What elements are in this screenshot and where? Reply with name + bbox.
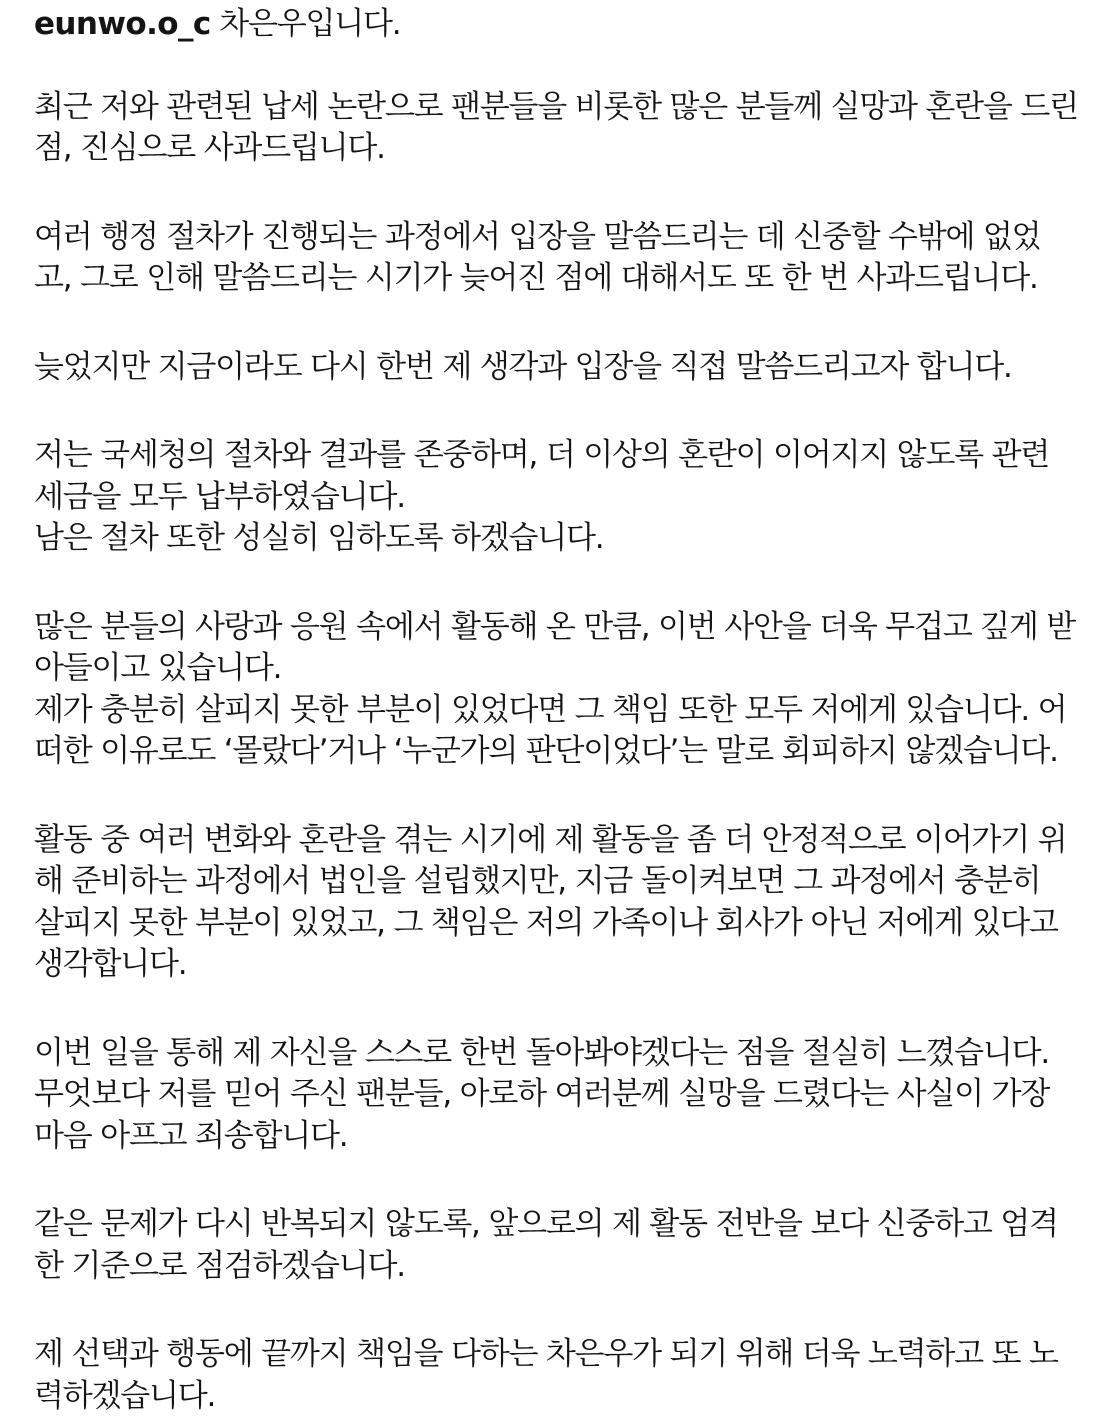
caption-paragraph (34, 1033, 1094, 1158)
caption-line: 이번 일을 통해 제 자신을 스스로 한번 돌아봐야겠다는 점을 절실히 느꼈습니다. (34, 1033, 1094, 1075)
post-caption (34, 4, 1094, 1417)
caption-header (34, 4, 1094, 46)
caption-paragraph (34, 820, 1094, 986)
caption-paragraph (34, 1334, 1094, 1417)
caption-line: 점, 진심으로 사과드립니다. (34, 128, 1094, 170)
caption-line: 마음 아프고 죄송합니다. (34, 1116, 1094, 1158)
caption-line: 해 준비하는 과정에서 법인을 설립했지만, 지금 돌이켜보면 그 과정에서 충분히 (34, 861, 1094, 903)
caption-line: 무엇보다 저를 믿어 주신 팬분들, 아로하 여러분께 실망을 드렸다는 사실이 가장 (34, 1074, 1094, 1116)
caption-paragraph (34, 435, 1094, 560)
caption-line: 활동 중 여러 변화와 혼란을 겪는 시기에 제 활동을 좀 더 안정적으로 이어가기 위 (34, 820, 1094, 862)
caption-line: 남은 절차 또한 성실히 임하도록 하겠습니다. (34, 518, 1094, 560)
caption-line: 저는 국세청의 절차와 결과를 존중하며, 더 이상의 혼란이 이어지지 않도록 관련 (34, 435, 1094, 477)
caption-line: 여러 행정 절차가 진행되는 과정에서 입장을 말씀드리는 데 신중할 수밖에 없었 (34, 217, 1094, 259)
caption-paragraph (34, 217, 1094, 300)
username-link[interactable]: eunwo.o_c (34, 6, 211, 42)
caption-line: 떠한 이유로도 ‘몰랐다’거나 ‘누군가의 판단이었다’는 말로 회피하지 않겠습니다. (34, 731, 1094, 773)
caption-line: 같은 문제가 다시 반복되지 않도록, 앞으로의 제 활동 전반을 보다 신중하고 엄격 (34, 1204, 1094, 1246)
caption-line: 고, 그로 인해 말씀드리는 시기가 늦어진 점에 대해서도 또 한 번 사과드립니다. (34, 258, 1094, 300)
caption-line: 최근 저와 관련된 납세 논란으로 팬분들을 비롯한 많은 분들께 실망과 혼란을 드린 (34, 87, 1094, 129)
caption-paragraph (34, 87, 1094, 170)
caption-line: 세금을 모두 납부하였습니다. (34, 477, 1094, 519)
caption-line: 한 기준으로 점검하겠습니다. (34, 1246, 1094, 1288)
caption-paragraph (34, 1204, 1094, 1287)
intro-text: 차은우입니다. (211, 6, 401, 42)
caption-line: 생각합니다. (34, 944, 1094, 986)
caption-paragraph (34, 607, 1094, 773)
caption-line: 살피지 못한 부분이 있었고, 그 책임은 저의 가족이나 회사가 아닌 저에게 있다고 (34, 903, 1094, 945)
caption-line: 력하겠습니다. (34, 1376, 1094, 1417)
caption-line: 많은 분들의 사랑과 응원 속에서 활동해 온 만큼, 이번 사안을 더욱 무겁고 깊게 받 (34, 607, 1094, 649)
caption-paragraph (34, 347, 1094, 389)
caption-body (34, 87, 1094, 1417)
caption-line: 늦었지만 지금이라도 다시 한번 제 생각과 입장을 직접 말씀드리고자 합니다. (34, 347, 1094, 389)
caption-line: 아들이고 있습니다. (34, 648, 1094, 690)
caption-line: 제 선택과 행동에 끝까지 책임을 다하는 차은우가 되기 위해 더욱 노력하고 또 노 (34, 1334, 1094, 1376)
caption-line: 제가 충분히 살피지 못한 부분이 있었다면 그 책임 또한 모두 저에게 있습니다. 어 (34, 690, 1094, 732)
